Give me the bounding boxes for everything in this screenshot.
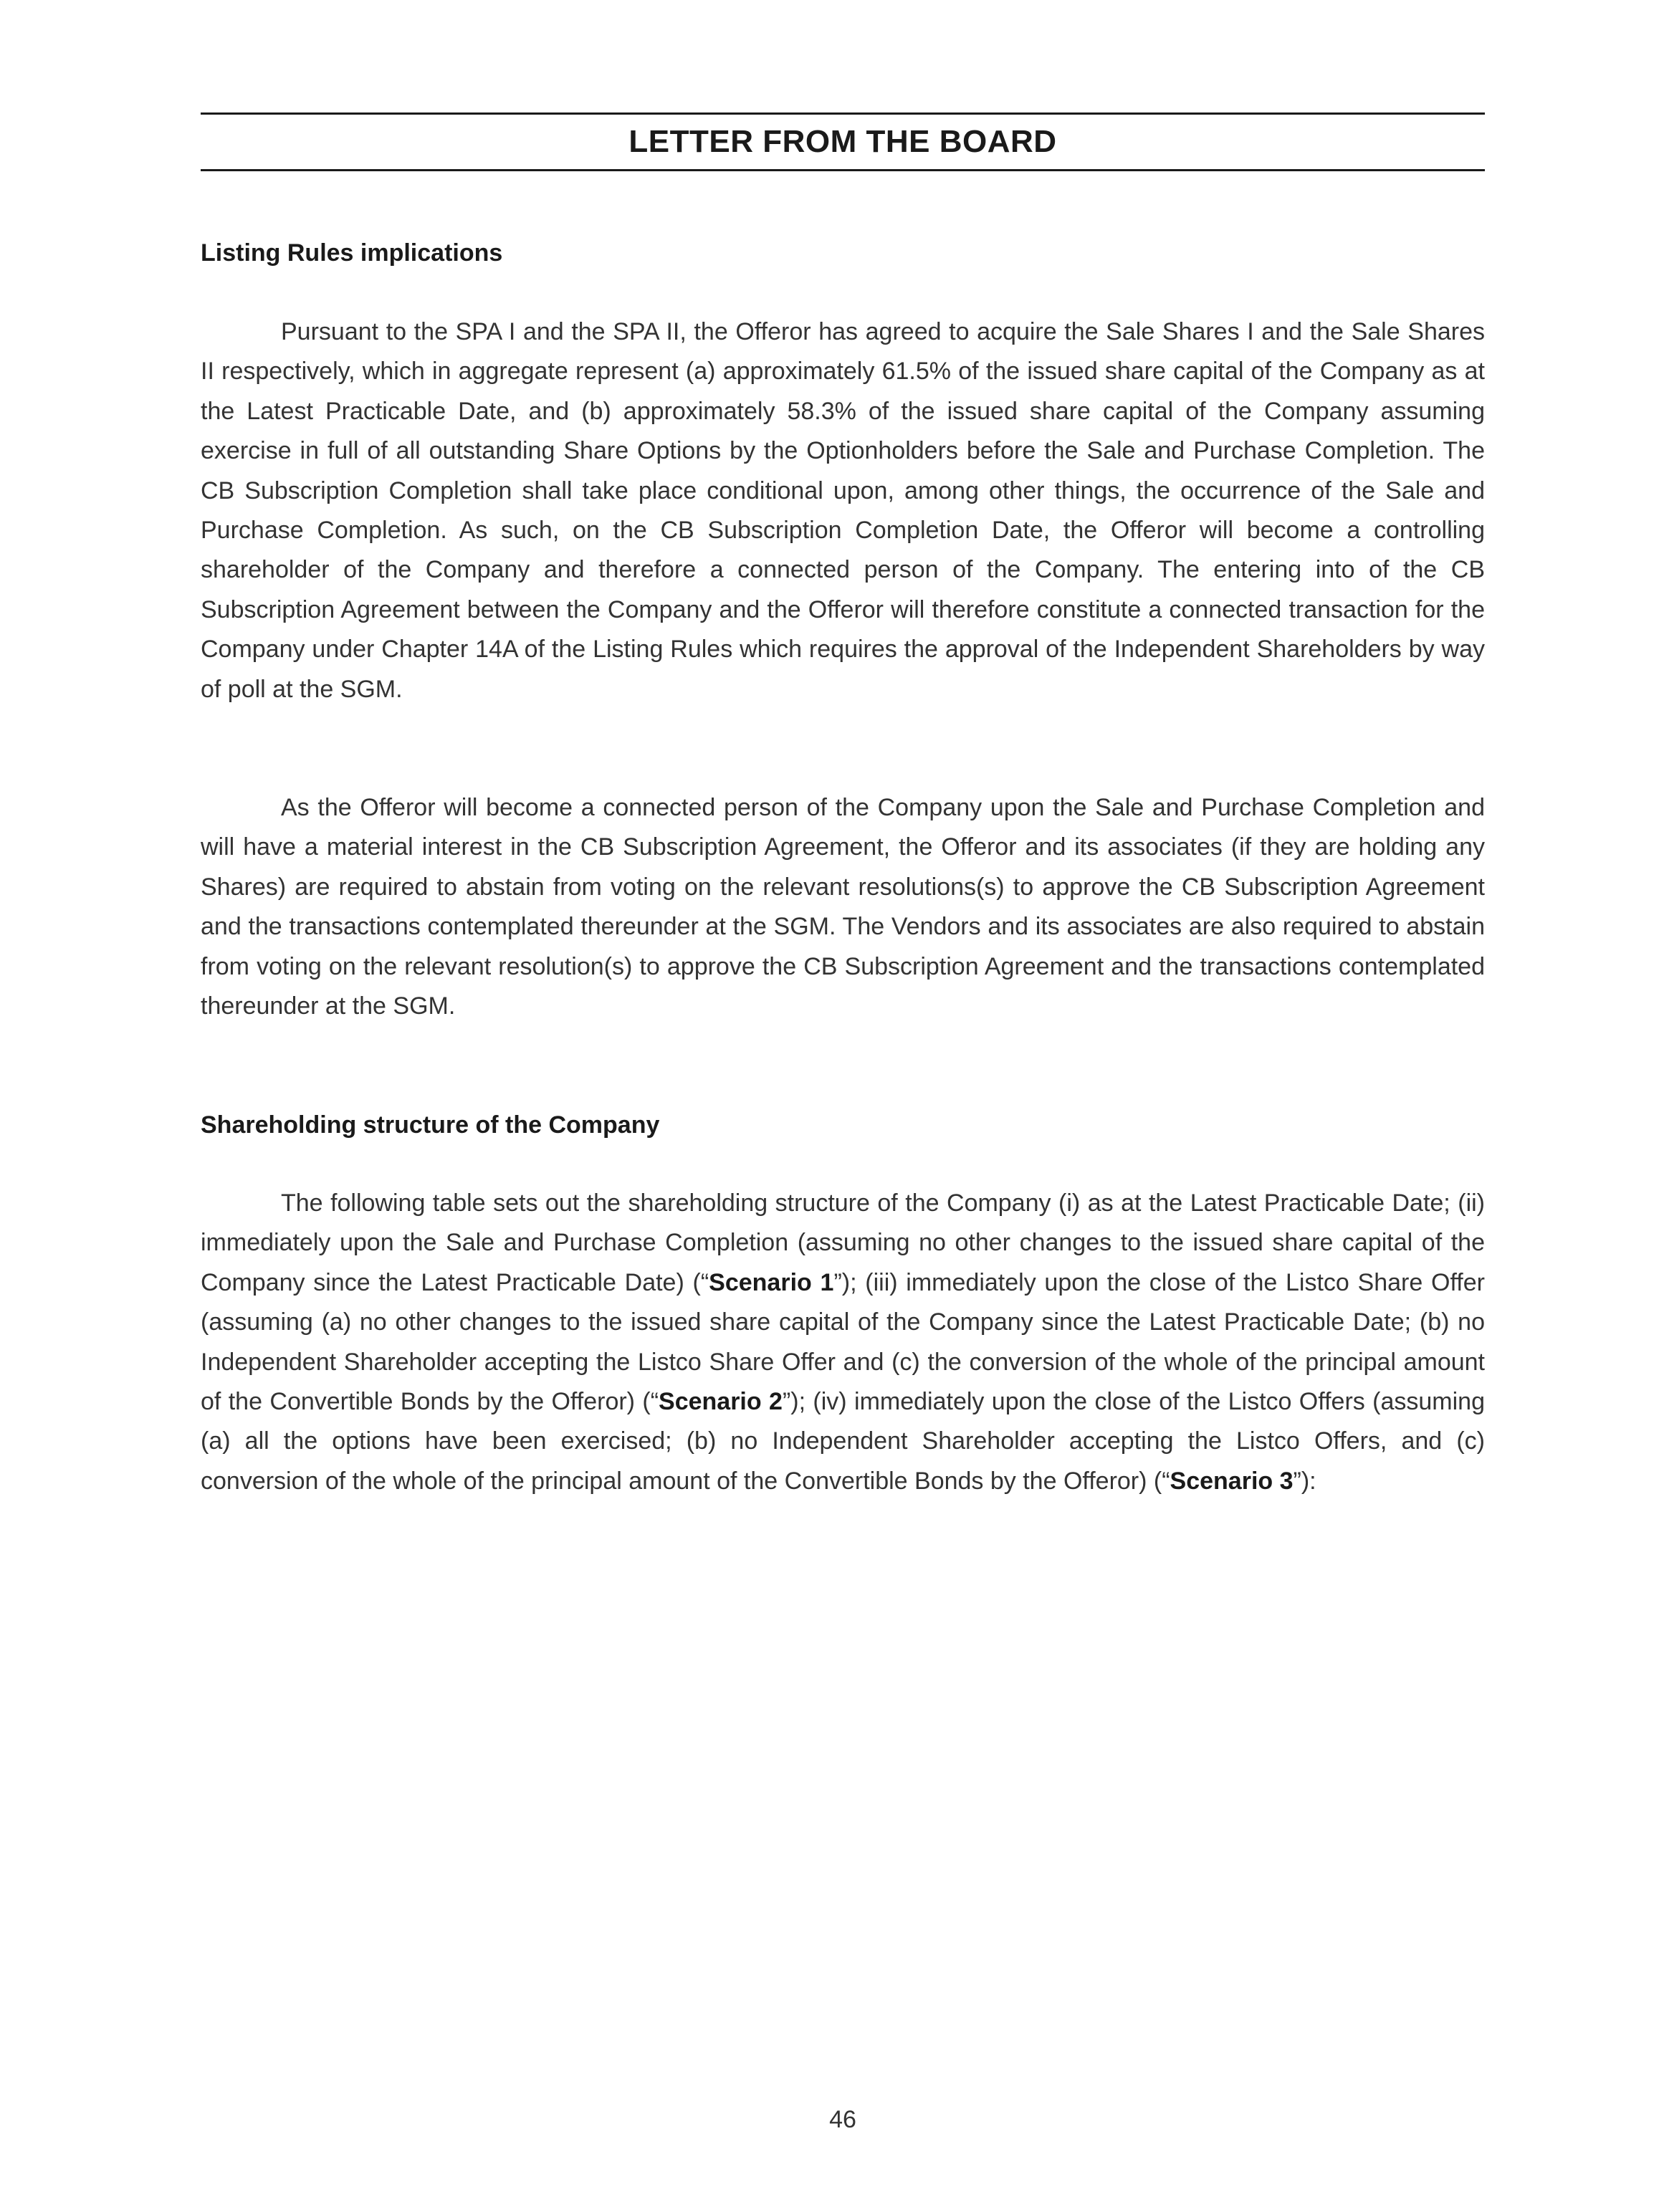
paragraph-listing-rules-1: Pursuant to the SPA I and the SPA II, the Offeror has agreed to acquire the Sale Shares I and the Sale Shares II respectively, which in aggregate represent (a) approximately 61.5% of the issued share capital of the Company as at the Latest Practicable Date, and (b) approximately 58.3% of the issued share capital of the Company assuming exercise in full of all outstanding Share Options by the Optionholders before the Sale and Purchase Completion. The CB Subscription Completion shall take place conditional upon, among other things, the occurrence of the Sale and Purchase Completion. As such, on the CB Subscription Completion Date, the Offeror will become a controlling shareholder of the Company and therefore a connected person of the Company. The entering into of the CB Subscription Agreement between the Company and the Offeror will therefore constitute a connected transaction for the Company under Chapter 14A of the Listing Rules which requires the approval of the Independent Shareholders by way of poll at the SGM. xyxy=(201,318,1485,703)
paragraph-shareholding-structure xyxy=(201,1184,1485,1501)
scenario-2-label: Scenario 2 xyxy=(659,1388,783,1416)
page-number: 46 xyxy=(829,2106,856,2133)
document-page xyxy=(201,0,1485,2212)
paragraph-listing-rules-2: As the Offeror will become a connected person of the Company upon the Sale and Purchase Completion and will have a material interest in the CB Subscription Agreement, the Offeror and its associates (if they are holding any Shares) are required to abstain from voting on the relevant resolutions(s) to approve the CB Subscription Agreement and the transactions contemplated thereunder at the SGM. The Vendors and its associates are also required to abstain from voting on the relevant resolution(s) to approve the CB Subscription Agreement and the transactions contemplated thereunder at the SGM. xyxy=(201,794,1485,1020)
paragraph-text-part: ”): xyxy=(1293,1467,1316,1495)
scenario-1-label: Scenario 1 xyxy=(709,1268,834,1296)
page-header-title: LETTER FROM THE BOARD xyxy=(628,124,1057,159)
scenario-3-label: Scenario 3 xyxy=(1170,1467,1294,1495)
paragraph-text-part: The following table sets out the shareholding structure of the Company (i) as at the Latest Practicable Date; (ii) immediately upon the Sale and Purchase Completion (assuming no other changes to the issued share capital of the Company since the Latest Practicable Date) (“ xyxy=(201,1189,1485,1296)
paragraph-text-part: ”); (iii) immediately upon the close of the Listco Share Offer (assuming (a) no other changes to the issued share capital of the Company since the Latest Practicable Date; (b) no Independent Shareholder accepting the Listco Share Offer and (c) the conversion of the whole of the principal amount of the Convertible Bonds by the Offeror) (“ xyxy=(201,1268,1485,1416)
paragraph-text-part: ”); (iv) immediately upon the close of the Listco Offers (assuming (a) all the options have been exercised; (b) no Independent Shareholder accepting the Listco Offers, and (c) conversion of the whole of the principal amount of the Convertible Bonds by the Offeror) (“ xyxy=(201,1388,1485,1495)
section-heading-listing-rules: Listing Rules implications xyxy=(201,239,503,267)
header-top-rule xyxy=(201,112,1485,115)
section-heading-shareholding-structure: Shareholding structure of the Company xyxy=(201,1111,660,1139)
header-bottom-rule xyxy=(201,169,1485,171)
